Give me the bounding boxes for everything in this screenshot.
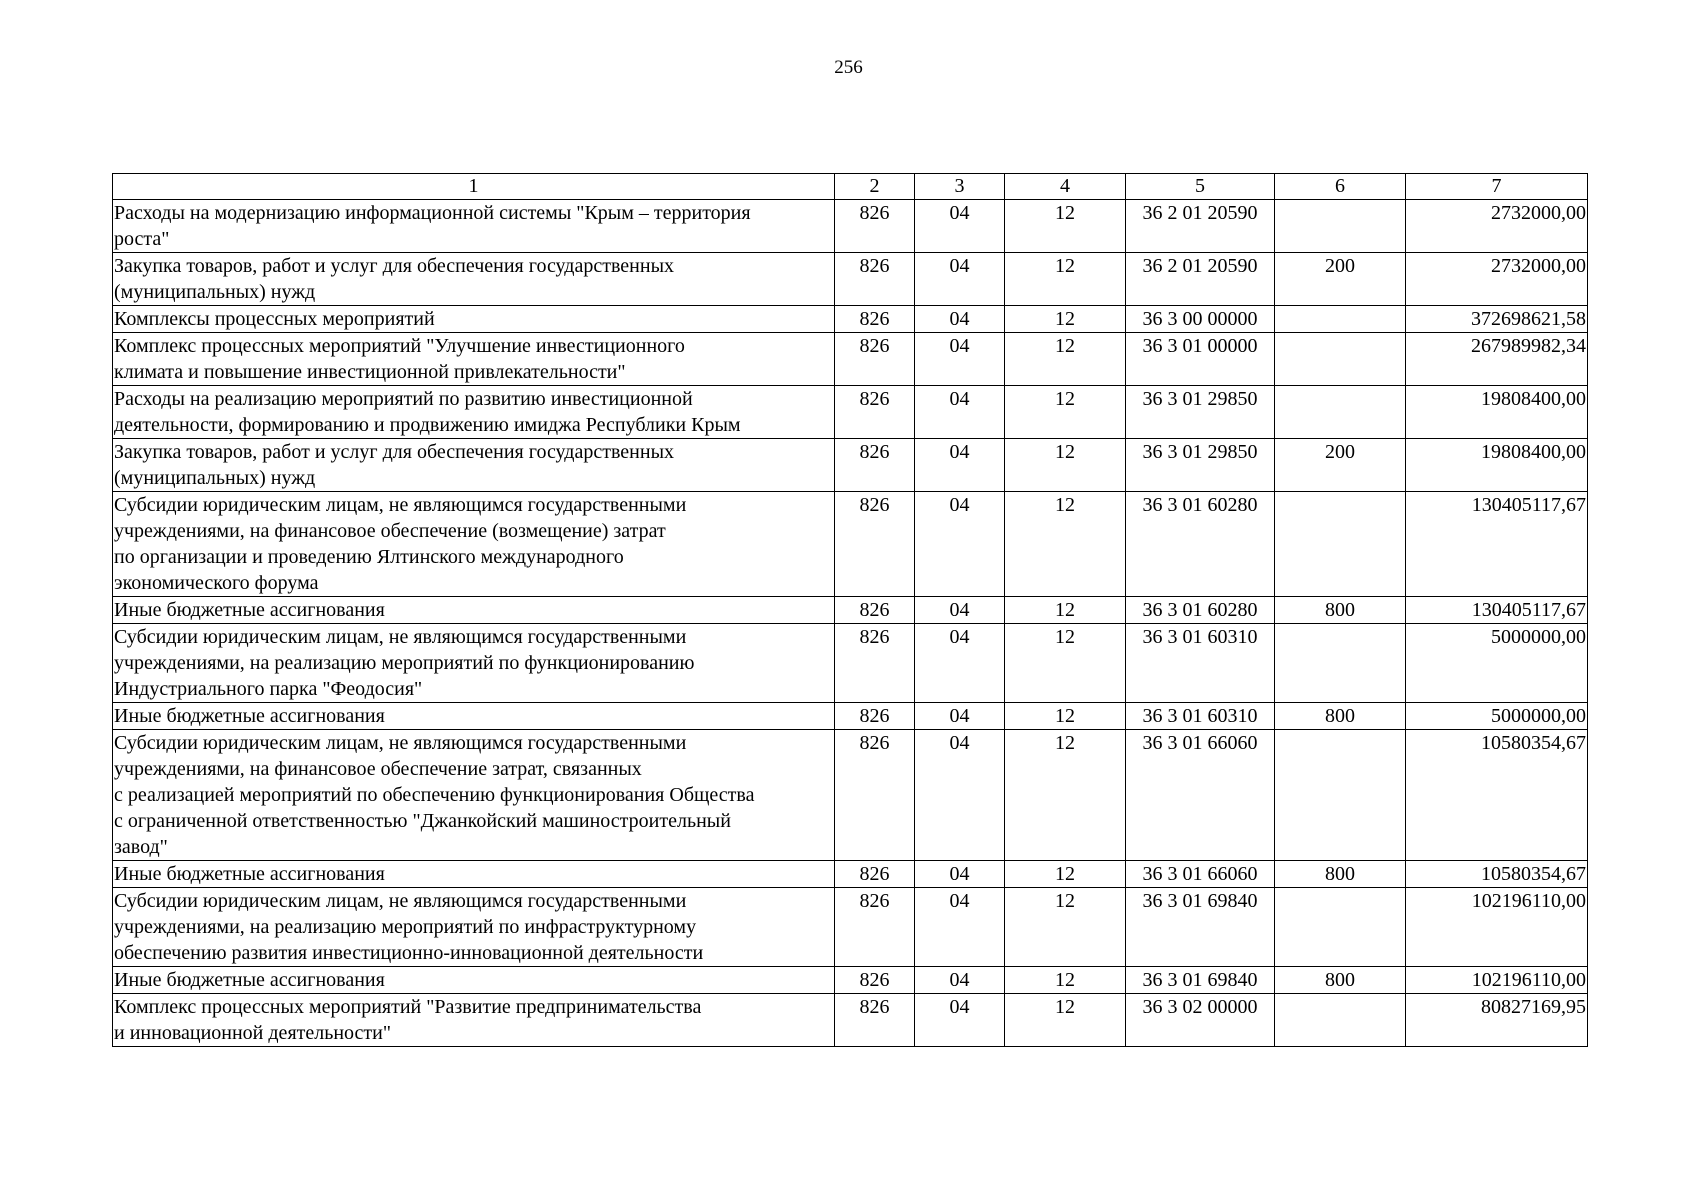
expense-type-code — [1275, 306, 1406, 333]
subsection-code: 12 — [1005, 888, 1126, 967]
ministry-code: 826 — [835, 624, 915, 703]
section-code: 04 — [915, 333, 1005, 386]
expense-type-code — [1275, 730, 1406, 861]
subsection-code: 12 — [1005, 703, 1126, 730]
subsection-code: 12 — [1005, 624, 1126, 703]
amount: 5000000,00 — [1406, 703, 1588, 730]
column-header: 1 — [113, 174, 835, 200]
amount: 10580354,67 — [1406, 730, 1588, 861]
table-row — [113, 888, 1588, 967]
expense-type-code: 200 — [1275, 439, 1406, 492]
column-number-row — [113, 174, 1588, 200]
expense-type-code: 800 — [1275, 967, 1406, 994]
section-code: 04 — [915, 624, 1005, 703]
target-article-code: 36 3 01 66060 — [1126, 861, 1275, 888]
target-article-code: 36 3 01 00000 — [1126, 333, 1275, 386]
row-description: Субсидии юридическим лицам, не являющимся государственными учреждениями, на финансовое обеспечение (возмещение) затрат по организации и проведению Ялтинского международного экономического форума — [113, 492, 835, 597]
amount: 19808400,00 — [1406, 439, 1588, 492]
table-row — [113, 703, 1588, 730]
row-description: Иные бюджетные ассигнования — [113, 597, 835, 624]
row-description: Закупка товаров, работ и услуг для обеспечения государственных (муниципальных) нужд — [113, 439, 835, 492]
ministry-code: 826 — [835, 703, 915, 730]
expense-type-code — [1275, 492, 1406, 597]
section-code: 04 — [915, 492, 1005, 597]
ministry-code: 826 — [835, 386, 915, 439]
budget-table — [112, 173, 1588, 1047]
amount: 130405117,67 — [1406, 597, 1588, 624]
subsection-code: 12 — [1005, 492, 1126, 597]
amount: 80827169,95 — [1406, 994, 1588, 1047]
section-code: 04 — [915, 730, 1005, 861]
subsection-code: 12 — [1005, 597, 1126, 624]
table-row — [113, 624, 1588, 703]
subsection-code: 12 — [1005, 306, 1126, 333]
amount: 267989982,34 — [1406, 333, 1588, 386]
expense-type-code — [1275, 200, 1406, 253]
section-code: 04 — [915, 253, 1005, 306]
row-description: Субсидии юридическим лицам, не являющимся государственными учреждениями, на реализацию мероприятий по функционированию Индустриального парка "Феодосия" — [113, 624, 835, 703]
expense-type-code — [1275, 333, 1406, 386]
target-article-code: 36 3 00 00000 — [1126, 306, 1275, 333]
target-article-code: 36 3 01 29850 — [1126, 386, 1275, 439]
row-description: Комплекс процессных мероприятий "Улучшение инвестиционного климата и повышение инвестиционной привлекательности" — [113, 333, 835, 386]
column-header: 5 — [1126, 174, 1275, 200]
ministry-code: 826 — [835, 597, 915, 624]
table-row — [113, 597, 1588, 624]
amount: 102196110,00 — [1406, 888, 1588, 967]
section-code: 04 — [915, 597, 1005, 624]
expense-type-code — [1275, 994, 1406, 1047]
row-description: Закупка товаров, работ и услуг для обеспечения государственных (муниципальных) нужд — [113, 253, 835, 306]
amount: 102196110,00 — [1406, 967, 1588, 994]
target-article-code: 36 2 01 20590 — [1126, 200, 1275, 253]
subsection-code: 12 — [1005, 967, 1126, 994]
subsection-code: 12 — [1005, 730, 1126, 861]
subsection-code: 12 — [1005, 200, 1126, 253]
target-article-code: 36 3 01 60310 — [1126, 703, 1275, 730]
target-article-code: 36 3 01 60280 — [1126, 492, 1275, 597]
section-code: 04 — [915, 967, 1005, 994]
subsection-code: 12 — [1005, 994, 1126, 1047]
page-number: 256 — [834, 57, 863, 78]
target-article-code: 36 3 01 66060 — [1126, 730, 1275, 861]
row-description: Субсидии юридическим лицам, не являющимся государственными учреждениями, на реализацию мероприятий по инфраструктурному обеспечению развития инвестиционно-инновационной деятельности — [113, 888, 835, 967]
column-header: 4 — [1005, 174, 1126, 200]
target-article-code: 36 3 01 60310 — [1126, 624, 1275, 703]
section-code: 04 — [915, 888, 1005, 967]
target-article-code: 36 2 01 20590 — [1126, 253, 1275, 306]
table-row — [113, 253, 1588, 306]
section-code: 04 — [915, 439, 1005, 492]
section-code: 04 — [915, 994, 1005, 1047]
table-row — [113, 386, 1588, 439]
row-description: Иные бюджетные ассигнования — [113, 861, 835, 888]
section-code: 04 — [915, 703, 1005, 730]
section-code: 04 — [915, 200, 1005, 253]
expense-type-code: 200 — [1275, 253, 1406, 306]
amount: 19808400,00 — [1406, 386, 1588, 439]
section-code: 04 — [915, 386, 1005, 439]
subsection-code: 12 — [1005, 439, 1126, 492]
target-article-code: 36 3 01 69840 — [1126, 888, 1275, 967]
expense-type-code — [1275, 624, 1406, 703]
table-row — [113, 306, 1588, 333]
expense-type-code — [1275, 386, 1406, 439]
expense-type-code: 800 — [1275, 703, 1406, 730]
table-row — [113, 730, 1588, 861]
table-row — [113, 333, 1588, 386]
row-description: Комплекс процессных мероприятий "Развитие предпринимательства и инновационной деятельности" — [113, 994, 835, 1047]
expense-type-code: 800 — [1275, 861, 1406, 888]
target-article-code: 36 3 01 60280 — [1126, 597, 1275, 624]
column-header: 6 — [1275, 174, 1406, 200]
amount: 372698621,58 — [1406, 306, 1588, 333]
amount: 130405117,67 — [1406, 492, 1588, 597]
ministry-code: 826 — [835, 730, 915, 861]
table-row — [113, 200, 1588, 253]
row-description: Иные бюджетные ассигнования — [113, 703, 835, 730]
table-row — [113, 994, 1588, 1047]
table-row — [113, 967, 1588, 994]
ministry-code: 826 — [835, 492, 915, 597]
row-description: Расходы на реализацию мероприятий по развитию инвестиционной деятельности, формированию и продвижению имиджа Республики Крым — [113, 386, 835, 439]
subsection-code: 12 — [1005, 333, 1126, 386]
subsection-code: 12 — [1005, 253, 1126, 306]
expense-type-code — [1275, 888, 1406, 967]
target-article-code: 36 3 01 29850 — [1126, 439, 1275, 492]
subsection-code: 12 — [1005, 386, 1126, 439]
ministry-code: 826 — [835, 439, 915, 492]
ministry-code: 826 — [835, 333, 915, 386]
row-description: Иные бюджетные ассигнования — [113, 967, 835, 994]
row-description: Расходы на модернизацию информационной системы "Крым – территория роста" — [113, 200, 835, 253]
target-article-code: 36 3 01 69840 — [1126, 967, 1275, 994]
table-row — [113, 492, 1588, 597]
amount: 10580354,67 — [1406, 861, 1588, 888]
column-header: 2 — [835, 174, 915, 200]
ministry-code: 826 — [835, 861, 915, 888]
target-article-code: 36 3 02 00000 — [1126, 994, 1275, 1047]
section-code: 04 — [915, 861, 1005, 888]
subsection-code: 12 — [1005, 861, 1126, 888]
ministry-code: 826 — [835, 306, 915, 333]
amount: 2732000,00 — [1406, 253, 1588, 306]
table-row — [113, 861, 1588, 888]
column-header: 3 — [915, 174, 1005, 200]
ministry-code: 826 — [835, 967, 915, 994]
ministry-code: 826 — [835, 253, 915, 306]
column-header: 7 — [1406, 174, 1588, 200]
section-code: 04 — [915, 306, 1005, 333]
amount: 2732000,00 — [1406, 200, 1588, 253]
ministry-code: 826 — [835, 888, 915, 967]
amount: 5000000,00 — [1406, 624, 1588, 703]
ministry-code: 826 — [835, 994, 915, 1047]
table-row — [113, 439, 1588, 492]
expense-type-code: 800 — [1275, 597, 1406, 624]
row-description: Субсидии юридическим лицам, не являющимся государственными учреждениями, на финансовое обеспечение затрат, связанных с реализацией мероприятий по обеспечению функционирования Общества с ограниченной ответственностью "Джанкойский машиностроительный завод" — [113, 730, 835, 861]
ministry-code: 826 — [835, 200, 915, 253]
row-description: Комплексы процессных мероприятий — [113, 306, 835, 333]
